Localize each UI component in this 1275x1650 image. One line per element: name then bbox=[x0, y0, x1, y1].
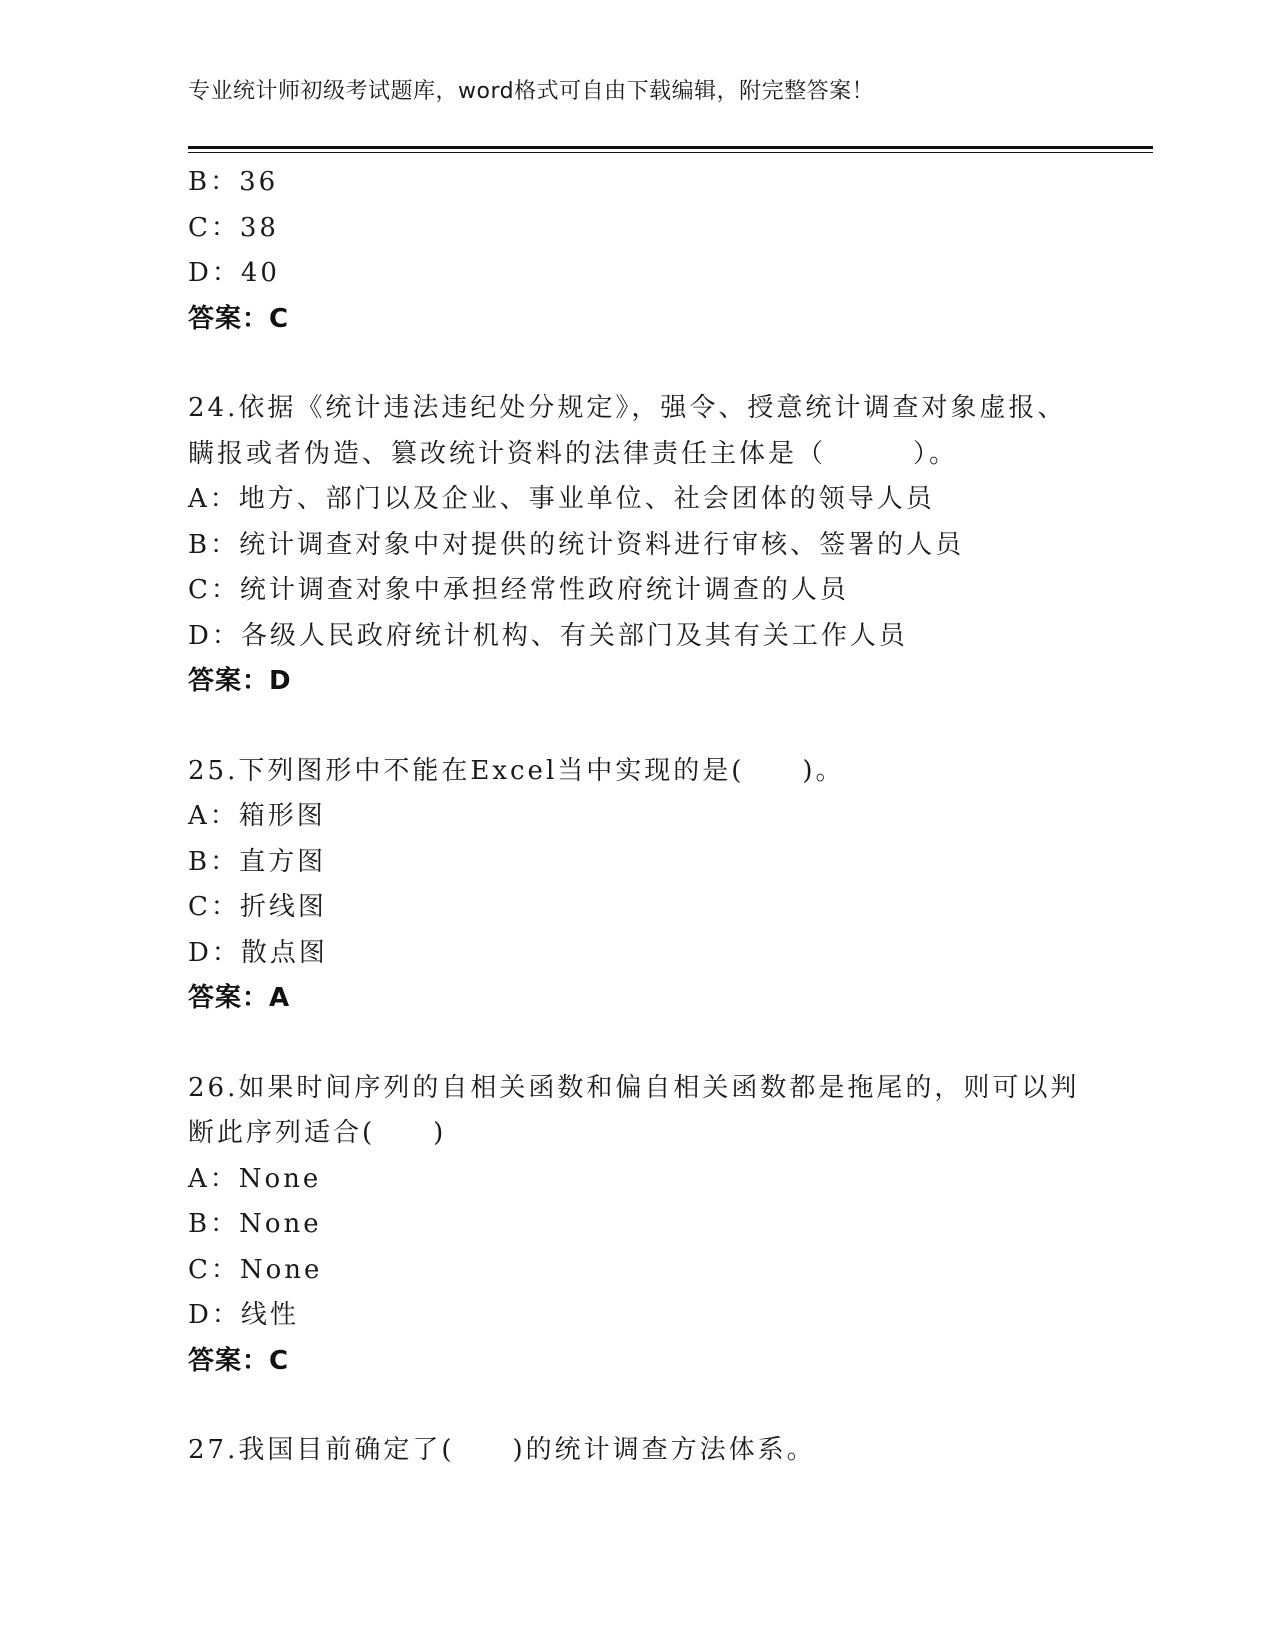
question-text: 瞒报或者伪造、篡改统计资料的法律责任主体是（ ）。 bbox=[188, 438, 959, 469]
answer: 答案：C bbox=[188, 1345, 290, 1376]
question-text: 25.下列图形中不能在Excel当中实现的是( )。 bbox=[188, 755, 845, 786]
option-c: C：折线图 bbox=[188, 892, 327, 922]
question-24 bbox=[188, 386, 1148, 705]
spacer bbox=[188, 342, 1148, 386]
option-b: B：统计调查对象中对提供的统计资料进行审核、签署的人员 bbox=[188, 529, 965, 560]
option-c: C：统计调查对象中承担经常性政府统计调查的人员 bbox=[188, 575, 849, 605]
question-25 bbox=[188, 749, 1148, 1022]
question-27 bbox=[188, 1428, 1148, 1474]
question-26 bbox=[188, 1066, 1148, 1385]
header-rule-thin bbox=[188, 152, 1153, 153]
option-b: B：None bbox=[188, 1209, 322, 1239]
option-b: B：36 bbox=[188, 167, 279, 197]
answer: 答案：C bbox=[188, 303, 290, 334]
question-text: 24.依据《统计违法违纪处分规定》，强令、授意统计调查对象虚报、 bbox=[188, 393, 1067, 423]
option-c: C：None bbox=[188, 1254, 323, 1285]
spacer bbox=[188, 1022, 1148, 1066]
question-text: 断此序列适合( ) bbox=[188, 1118, 447, 1148]
option-d: D：40 bbox=[188, 258, 280, 288]
page-header: 专业统计师初级考试题库，word格式可自由下载编辑，附完整答案！ bbox=[188, 79, 875, 104]
header-rule-thick bbox=[188, 146, 1153, 149]
option-a: A：None bbox=[188, 1163, 322, 1194]
option-d: D：各级人民政府统计机构、有关部门及其有关工作人员 bbox=[188, 620, 908, 651]
question-list bbox=[188, 160, 1148, 1474]
option-a: A：箱形图 bbox=[188, 801, 326, 831]
spacer bbox=[188, 705, 1148, 749]
option-c: C：38 bbox=[188, 212, 279, 243]
spacer bbox=[188, 1384, 1148, 1428]
option-d: D：线性 bbox=[188, 1300, 299, 1330]
answer: 答案：D bbox=[188, 666, 292, 696]
question-text: 27.我国目前确定了( )的统计调查方法体系。 bbox=[188, 1435, 816, 1465]
option-a: A：地方、部门以及企业、事业单位、社会团体的领导人员 bbox=[188, 484, 935, 514]
option-d: D：散点图 bbox=[188, 937, 328, 968]
option-b: B：直方图 bbox=[188, 846, 327, 877]
answer: 答案：A bbox=[188, 983, 291, 1013]
question-text: 26.如果时间序列的自相关函数和偏自相关函数都是拖尾的，则可以判 bbox=[188, 1072, 1080, 1103]
question-23-continued bbox=[188, 160, 1148, 342]
